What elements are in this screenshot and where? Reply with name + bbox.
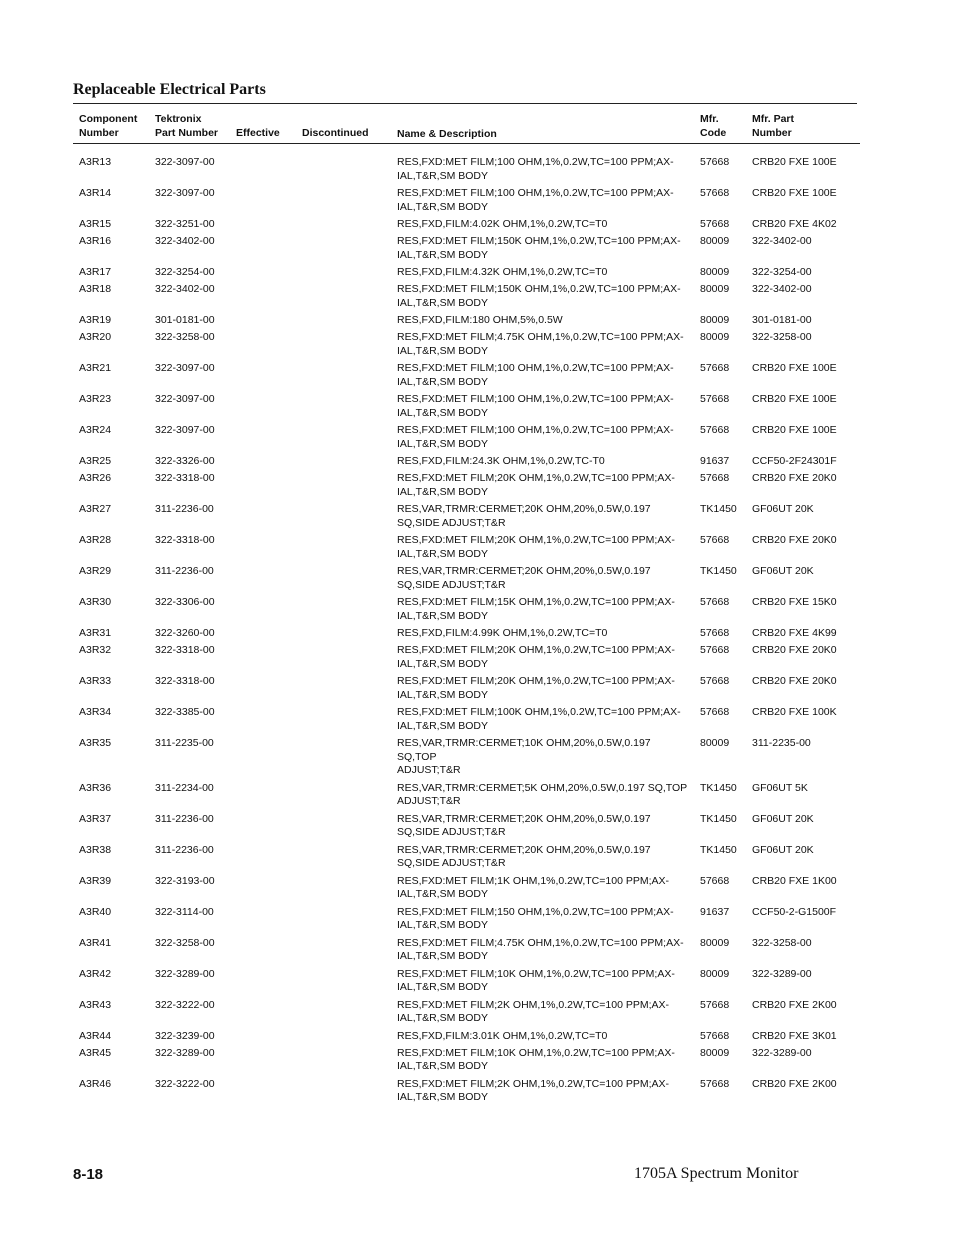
header-rule (73, 143, 860, 144)
component-number-cell: A3R30 (79, 596, 112, 608)
component-number-cell: A3R15 (79, 218, 112, 230)
description-cell: RES,FXD:MET FILM;10K OHM,1%,0.2W,TC=100 PPM;AX- IAL,T&R,SM BODY (397, 967, 675, 993)
mfr-part-number-cell: CCF50-2-G1500F (752, 905, 837, 918)
part-number-cell: 322-3239-00 (155, 1029, 215, 1042)
table-row (0, 644, 954, 671)
mfr-code-cell: 57668 (700, 998, 730, 1011)
mfr-part-number-cell: 322-3289-00 (752, 1046, 812, 1059)
mfr-part-number-cell: CRB20 FXE 2K00 (752, 998, 837, 1011)
mfr-part-number-cell: CRB20 FXE 1K00 (752, 874, 837, 887)
mfr-part-number-cell: CCF50-2F24301F (752, 455, 837, 467)
table-row (0, 187, 954, 214)
mfr-code-cell: 57668 (700, 627, 730, 639)
description-cell: RES,FXD:MET FILM;15K OHM,1%,0.2W,TC=100 PPM;AX- IAL,T&R,SM BODY (397, 596, 675, 622)
section-title: Replaceable Electrical Parts (73, 81, 266, 98)
description-cell: RES,FXD,FILM:24.3K OHM,1%,0.2W,TC-T0 (397, 455, 605, 467)
mfr-code-cell: 80009 (700, 283, 730, 295)
description-cell: RES,FXD:MET FILM;150K OHM,1%,0.2W,TC=100 PPM;AX- IAL,T&R,SM BODY (397, 235, 681, 261)
description-cell: RES,VAR,TRMR:CERMET;20K OHM,20%,0.5W,0.197 SQ,SIDE ADJUST;T&R (397, 843, 651, 869)
mfr-code-cell: 57668 (700, 472, 730, 484)
description-cell: RES,FXD:MET FILM;4.75K OHM,1%,0.2W,TC=100 PPM;AX- IAL,T&R,SM BODY (397, 331, 684, 357)
mfr-part-number-cell: CRB20 FXE 100K (752, 706, 837, 718)
component-number-cell: A3R16 (79, 235, 112, 247)
mfr-code-cell: 57668 (700, 187, 730, 199)
table-row (0, 906, 954, 933)
table-row (0, 737, 954, 778)
table-row (0, 875, 954, 902)
part-number-cell: 322-3402-00 (155, 283, 215, 295)
header-component-number: Component Number (79, 113, 138, 139)
part-number-cell: 322-3222-00 (155, 998, 215, 1011)
table-row (0, 1047, 954, 1074)
mfr-code-cell: 57668 (700, 362, 730, 374)
component-number-cell: A3R13 (79, 156, 112, 168)
header-mfr-code: Mfr. Code (700, 113, 727, 139)
mfr-part-number-cell: 322-3258-00 (752, 936, 812, 949)
mfr-part-number-cell: GF06UT 20K (752, 843, 814, 856)
table-row (0, 455, 954, 469)
component-number-cell: A3R25 (79, 455, 112, 467)
mfr-part-number-cell: CRB20 FXE 20K0 (752, 644, 837, 656)
mfr-part-number-cell: CRB20 FXE 4K99 (752, 627, 837, 639)
description-cell: RES,VAR,TRMR:CERMET;20K OHM,20%,0.5W,0.197 SQ,SIDE ADJUST;T&R (397, 565, 651, 591)
description-cell: RES,VAR,TRMR:CERMET;5K OHM,20%,0.5W,0.197 SQ,TOP ADJUST;T&R (397, 781, 688, 807)
mfr-code-cell: 80009 (700, 737, 730, 749)
description-cell: RES,FXD:MET FILM;20K OHM,1%,0.2W,TC=100 PPM;AX- IAL,T&R,SM BODY (397, 675, 675, 701)
mfr-code-cell: 57668 (700, 218, 730, 230)
table-row (0, 314, 954, 328)
component-number-cell: A3R20 (79, 331, 112, 343)
component-number-cell: A3R43 (79, 998, 112, 1011)
component-number-cell: A3R32 (79, 644, 112, 656)
part-number-cell: 322-3251-00 (155, 218, 215, 230)
component-number-cell: A3R38 (79, 843, 112, 856)
mfr-part-number-cell: CRB20 FXE 100E (752, 362, 837, 374)
description-cell: RES,VAR,TRMR:CERMET;20K OHM,20%,0.5W,0.197 SQ,SIDE ADJUST;T&R (397, 812, 651, 838)
mfr-part-number-cell: CRB20 FXE 2K00 (752, 1077, 837, 1090)
mfr-code-cell: TK1450 (700, 503, 737, 515)
component-number-cell: A3R26 (79, 472, 112, 484)
component-number-cell: A3R19 (79, 314, 112, 326)
part-number-cell: 322-3318-00 (155, 472, 215, 484)
part-number-cell: 311-2236-00 (155, 565, 214, 577)
component-number-cell: A3R42 (79, 967, 112, 980)
description-cell: RES,FXD:MET FILM;2K OHM,1%,0.2W,TC=100 PPM;AX- IAL,T&R,SM BODY (397, 998, 670, 1024)
mfr-part-number-cell: 322-3258-00 (752, 331, 812, 343)
table-row (0, 937, 954, 964)
table-row (0, 999, 954, 1026)
table-row (0, 968, 954, 995)
table-row (0, 362, 954, 389)
component-number-cell: A3R31 (79, 627, 112, 639)
table-row (0, 266, 954, 280)
description-cell: RES,FXD:MET FILM;4.75K OHM,1%,0.2W,TC=100 PPM;AX- IAL,T&R,SM BODY (397, 936, 684, 962)
part-number-cell: 322-3222-00 (155, 1077, 215, 1090)
part-number-cell: 322-3260-00 (155, 627, 215, 639)
mfr-part-number-cell: GF06UT 20K (752, 565, 814, 577)
description-cell: RES,FXD:MET FILM;100 OHM,1%,0.2W,TC=100 PPM;AX- IAL,T&R,SM BODY (397, 156, 674, 182)
description-cell: RES,FXD:MET FILM;20K OHM,1%,0.2W,TC=100 PPM;AX- IAL,T&R,SM BODY (397, 472, 675, 498)
description-cell: RES,FXD,FILM:4.99K OHM,1%,0.2W,TC=T0 (397, 627, 608, 639)
mfr-code-cell: 91637 (700, 455, 730, 467)
part-number-cell: 322-3097-00 (155, 156, 215, 168)
component-number-cell: A3R29 (79, 565, 112, 577)
mfr-code-cell: 57668 (700, 874, 730, 887)
description-cell: RES,FXD:MET FILM;2K OHM,1%,0.2W,TC=100 PPM;AX- IAL,T&R,SM BODY (397, 1077, 670, 1103)
table-row (0, 472, 954, 499)
mfr-code-cell: 57668 (700, 644, 730, 656)
component-number-cell: A3R34 (79, 706, 112, 718)
mfr-part-number-cell: GF06UT 20K (752, 503, 814, 515)
component-number-cell: A3R17 (79, 266, 112, 278)
mfr-code-cell: 57668 (700, 393, 730, 405)
part-number-cell: 311-2235-00 (155, 737, 214, 749)
mfr-part-number-cell: CRB20 FXE 4K02 (752, 218, 837, 230)
description-cell: RES,FXD:MET FILM;100 OHM,1%,0.2W,TC=100 PPM;AX- IAL,T&R,SM BODY (397, 393, 674, 419)
table-row (0, 283, 954, 310)
description-cell: RES,FXD,FILM:180 OHM,5%,0.5W (397, 314, 563, 326)
description-cell: RES,VAR,TRMR:CERMET;10K OHM,20%,0.5W,0.197 SQ,TOP ADJUST;T&R (397, 737, 651, 776)
description-cell: RES,FXD,FILM:3.01K OHM,1%,0.2W,TC=T0 (397, 1029, 608, 1042)
part-number-cell: 322-3097-00 (155, 393, 215, 405)
part-number-cell: 311-2236-00 (155, 503, 214, 515)
table-row (0, 393, 954, 420)
part-number-cell: 322-3097-00 (155, 362, 215, 374)
mfr-code-cell: TK1450 (700, 843, 737, 856)
component-number-cell: A3R36 (79, 781, 112, 794)
component-number-cell: A3R23 (79, 393, 112, 405)
part-number-cell: 322-3254-00 (155, 266, 215, 278)
description-cell: RES,FXD:MET FILM;1K OHM,1%,0.2W,TC=100 PPM;AX- IAL,T&R,SM BODY (397, 874, 670, 900)
description-cell: RES,FXD:MET FILM;100 OHM,1%,0.2W,TC=100 PPM;AX- IAL,T&R,SM BODY (397, 187, 674, 213)
mfr-code-cell: TK1450 (700, 781, 737, 794)
component-number-cell: A3R41 (79, 936, 112, 949)
table-row (0, 782, 954, 809)
mfr-code-cell: 57668 (700, 596, 730, 608)
mfr-code-cell: 57668 (700, 675, 730, 687)
part-number-cell: 311-2236-00 (155, 843, 214, 856)
component-number-cell: A3R14 (79, 187, 112, 199)
table-row (0, 844, 954, 871)
description-cell: RES,FXD:MET FILM;10K OHM,1%,0.2W,TC=100 PPM;AX- IAL,T&R,SM BODY (397, 1046, 675, 1072)
mfr-code-cell: 80009 (700, 314, 730, 326)
mfr-code-cell: 57668 (700, 706, 730, 718)
mfr-part-number-cell: GF06UT 20K (752, 812, 814, 825)
mfr-code-cell: 57668 (700, 534, 730, 546)
table-row (0, 627, 954, 641)
component-number-cell: A3R39 (79, 874, 112, 887)
part-number-cell: 322-3318-00 (155, 644, 215, 656)
component-number-cell: A3R33 (79, 675, 112, 687)
part-number-cell: 322-3258-00 (155, 331, 215, 343)
component-number-cell: A3R18 (79, 283, 112, 295)
part-number-cell: 322-3258-00 (155, 936, 215, 949)
mfr-part-number-cell: 311-2235-00 (752, 737, 811, 749)
mfr-part-number-cell: 322-3254-00 (752, 266, 812, 278)
component-number-cell: A3R45 (79, 1046, 112, 1059)
description-cell: RES,FXD:MET FILM;20K OHM,1%,0.2W,TC=100 PPM;AX- IAL,T&R,SM BODY (397, 534, 675, 560)
mfr-code-cell: 80009 (700, 1046, 730, 1059)
component-number-cell: A3R24 (79, 424, 112, 436)
part-number-cell: 322-3402-00 (155, 235, 215, 247)
description-cell: RES,FXD:MET FILM;100 OHM,1%,0.2W,TC=100 PPM;AX- IAL,T&R,SM BODY (397, 424, 674, 450)
component-number-cell: A3R40 (79, 905, 112, 918)
mfr-code-cell: 57668 (700, 1029, 730, 1042)
description-cell: RES,FXD,FILM:4.32K OHM,1%,0.2W,TC=T0 (397, 266, 608, 278)
component-number-cell: A3R28 (79, 534, 112, 546)
component-number-cell: A3R35 (79, 737, 112, 749)
table-row (0, 503, 954, 530)
table-row (0, 331, 954, 358)
header-effective: Effective (236, 127, 280, 139)
mfr-part-number-cell: 322-3402-00 (752, 283, 812, 295)
part-number-cell: 322-3318-00 (155, 675, 215, 687)
table-row (0, 218, 954, 232)
mfr-part-number-cell: CRB20 FXE 15K0 (752, 596, 837, 608)
table-row (0, 424, 954, 451)
mfr-code-cell: 80009 (700, 331, 730, 343)
mfr-part-number-cell: 301-0181-00 (752, 314, 812, 326)
table-row (0, 534, 954, 561)
component-number-cell: A3R44 (79, 1029, 112, 1042)
parts-table-body (0, 156, 954, 1109)
part-number-cell: 322-3289-00 (155, 1046, 215, 1059)
part-number-cell: 311-2234-00 (155, 781, 214, 794)
description-cell: RES,FXD:MET FILM;150K OHM,1%,0.2W,TC=100 PPM;AX- IAL,T&R,SM BODY (397, 283, 681, 309)
mfr-part-number-cell: 322-3289-00 (752, 967, 812, 980)
component-number-cell: A3R37 (79, 812, 112, 825)
description-cell: RES,FXD:MET FILM;100K OHM,1%,0.2W,TC=100 PPM;AX- IAL,T&R,SM BODY (397, 706, 681, 732)
mfr-code-cell: 91637 (700, 905, 730, 918)
mfr-part-number-cell: 322-3402-00 (752, 235, 812, 247)
mfr-part-number-cell: CRB20 FXE 20K0 (752, 675, 837, 687)
component-number-cell: A3R46 (79, 1077, 112, 1090)
table-row (0, 235, 954, 262)
header-discontinued: Discontinued (302, 127, 369, 139)
table-row (0, 565, 954, 592)
mfr-part-number-cell: CRB20 FXE 20K0 (752, 472, 837, 484)
mfr-part-number-cell: CRB20 FXE 100E (752, 187, 837, 199)
top-rule (73, 103, 857, 104)
header-name-description: Name & Description (397, 128, 497, 140)
mfr-part-number-cell: GF06UT 5K (752, 781, 808, 794)
mfr-code-cell: TK1450 (700, 812, 737, 825)
mfr-code-cell: 80009 (700, 235, 730, 247)
table-row (0, 813, 954, 840)
mfr-code-cell: TK1450 (700, 565, 737, 577)
mfr-code-cell: 80009 (700, 936, 730, 949)
page-number: 8-18 (73, 1166, 104, 1183)
description-cell: RES,VAR,TRMR:CERMET;20K OHM,20%,0.5W,0.197 SQ,SIDE ADJUST;T&R (397, 503, 651, 529)
part-number-cell: 322-3193-00 (155, 874, 215, 887)
mfr-part-number-cell: CRB20 FXE 3K01 (752, 1029, 837, 1042)
part-number-cell: 322-3326-00 (155, 455, 215, 467)
document-title: 1705A Spectrum Monitor (634, 1165, 799, 1182)
part-number-cell: 322-3289-00 (155, 967, 215, 980)
component-number-cell: A3R27 (79, 503, 112, 515)
mfr-code-cell: 57668 (700, 1077, 730, 1090)
mfr-part-number-cell: CRB20 FXE 100E (752, 393, 837, 405)
table-row (0, 675, 954, 702)
part-number-cell: 301-0181-00 (155, 314, 215, 326)
header-mfr-part-number: Mfr. Part Number (752, 113, 795, 139)
part-number-cell: 322-3114-00 (155, 905, 214, 918)
table-row (0, 156, 954, 183)
component-number-cell: A3R21 (79, 362, 112, 374)
description-cell: RES,FXD:MET FILM;20K OHM,1%,0.2W,TC=100 PPM;AX- IAL,T&R,SM BODY (397, 644, 675, 670)
mfr-code-cell: 57668 (700, 156, 730, 168)
description-cell: RES,FXD:MET FILM;150 OHM,1%,0.2W,TC=100 PPM;AX- IAL,T&R,SM BODY (397, 905, 674, 931)
part-number-cell: 322-3097-00 (155, 187, 215, 199)
description-cell: RES,FXD:MET FILM;100 OHM,1%,0.2W,TC=100 PPM;AX- IAL,T&R,SM BODY (397, 362, 674, 388)
table-row (0, 706, 954, 733)
mfr-part-number-cell: CRB20 FXE 20K0 (752, 534, 837, 546)
table-row (0, 1078, 954, 1105)
part-number-cell: 322-3385-00 (155, 706, 215, 718)
description-cell: RES,FXD,FILM:4.02K OHM,1%,0.2W,TC=T0 (397, 218, 608, 230)
part-number-cell: 311-2236-00 (155, 812, 214, 825)
mfr-code-cell: 57668 (700, 424, 730, 436)
mfr-code-cell: 80009 (700, 967, 730, 980)
part-number-cell: 322-3318-00 (155, 534, 215, 546)
table-row (0, 1030, 954, 1044)
header-tektronix-part-number: Tektronix Part Number (155, 113, 219, 139)
mfr-part-number-cell: CRB20 FXE 100E (752, 156, 837, 168)
table-header (0, 112, 954, 144)
mfr-code-cell: 80009 (700, 266, 730, 278)
part-number-cell: 322-3097-00 (155, 424, 215, 436)
table-row (0, 596, 954, 623)
part-number-cell: 322-3306-00 (155, 596, 215, 608)
mfr-part-number-cell: CRB20 FXE 100E (752, 424, 837, 436)
